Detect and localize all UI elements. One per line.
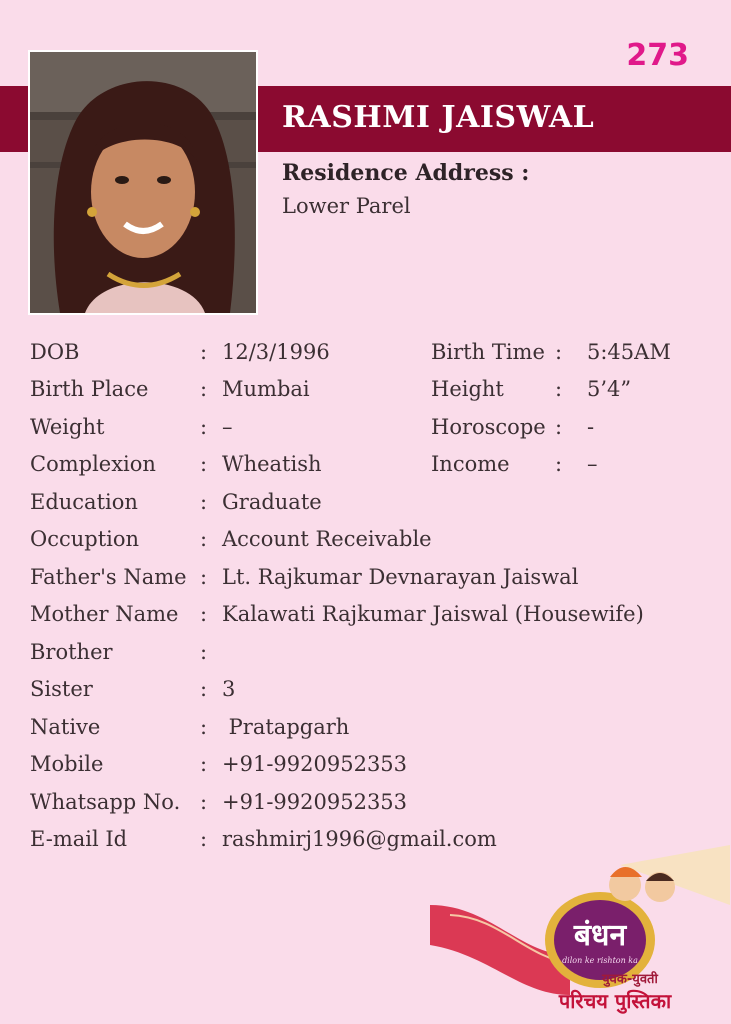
detail-label: Whatsapp No. [30,790,181,814]
detail-value: rashmirj1996@gmail.com [222,827,497,851]
detail-colon: : [200,415,208,439]
detail-value: Kalawati Rajkumar Jaiswal (Housewife) [222,602,644,626]
detail-label-2: Income [431,452,510,476]
detail-colon: : [200,715,208,739]
detail-colon: : [200,490,208,514]
detail-value: Pratapgarh [222,715,350,739]
detail-label: Weight [30,415,105,439]
profile-name: RASHMI JAISWAL [282,100,595,135]
detail-label-2: Birth Time [431,340,545,364]
detail-value: +91-9920952353 [222,752,408,776]
detail-label: Birth Place [30,377,149,401]
detail-value: Lt. Rajkumar Devnarayan Jaiswal [222,565,579,589]
detail-colon: : [200,565,208,589]
detail-value-2: – [587,452,598,476]
detail-colon: : [200,452,208,476]
logo-subtitle-top: युवक-युवती [602,972,658,987]
logo-subtitle-bottom: परिचय पुस्तिका [558,989,672,1013]
logo-tagline: dilon ke rishton ka [562,956,638,965]
detail-value: 3 [222,677,236,701]
detail-label: Native [30,715,101,739]
portrait-image [30,52,256,313]
detail-label: Complexion [30,452,156,476]
detail-colon: : [200,340,208,364]
detail-colon: : [200,377,208,401]
detail-label: Education [30,490,138,514]
detail-colon: : [200,752,208,776]
detail-value: Account Receivable [222,527,432,551]
detail-value: Wheatish [222,452,322,476]
detail-value: Graduate [222,490,322,514]
detail-colon: : [200,827,208,851]
detail-colon: : [200,527,208,551]
detail-label: E-mail Id [30,827,128,851]
detail-label: Mother Name [30,602,179,626]
detail-colon-2: : [555,452,563,476]
detail-colon-2: : [555,415,563,439]
residence-address-value: Lower Parel [282,194,411,218]
detail-label: Occuption [30,527,140,551]
detail-label: DOB [30,340,80,364]
detail-value-2: - [587,415,595,439]
detail-colon: : [200,677,208,701]
detail-label: Mobile [30,752,104,776]
detail-colon-2: : [555,340,563,364]
detail-value: +91-9920952353 [222,790,408,814]
detail-label: Sister [30,677,93,701]
detail-label: Brother [30,640,113,664]
detail-value: 12/3/1996 [222,340,330,364]
profile-photo [28,50,258,315]
logo-title: बंधन [573,918,627,953]
logo-graphic [430,845,730,1020]
detail-label-2: Horoscope [431,415,546,439]
detail-label-2: Height [431,377,504,401]
detail-colon: : [200,602,208,626]
bandhan-logo [430,845,730,1020]
detail-value-2: 5:45AM [587,340,671,364]
detail-colon: : [200,640,208,664]
detail-label: Father's Name [30,565,187,589]
detail-value: – [222,415,233,439]
detail-colon: : [200,790,208,814]
detail-value-2: 5’4” [587,377,632,401]
page-number: 273 [626,38,689,73]
residence-address-label: Residence Address : [282,160,530,186]
detail-colon-2: : [555,377,563,401]
detail-value: Mumbai [222,377,310,401]
